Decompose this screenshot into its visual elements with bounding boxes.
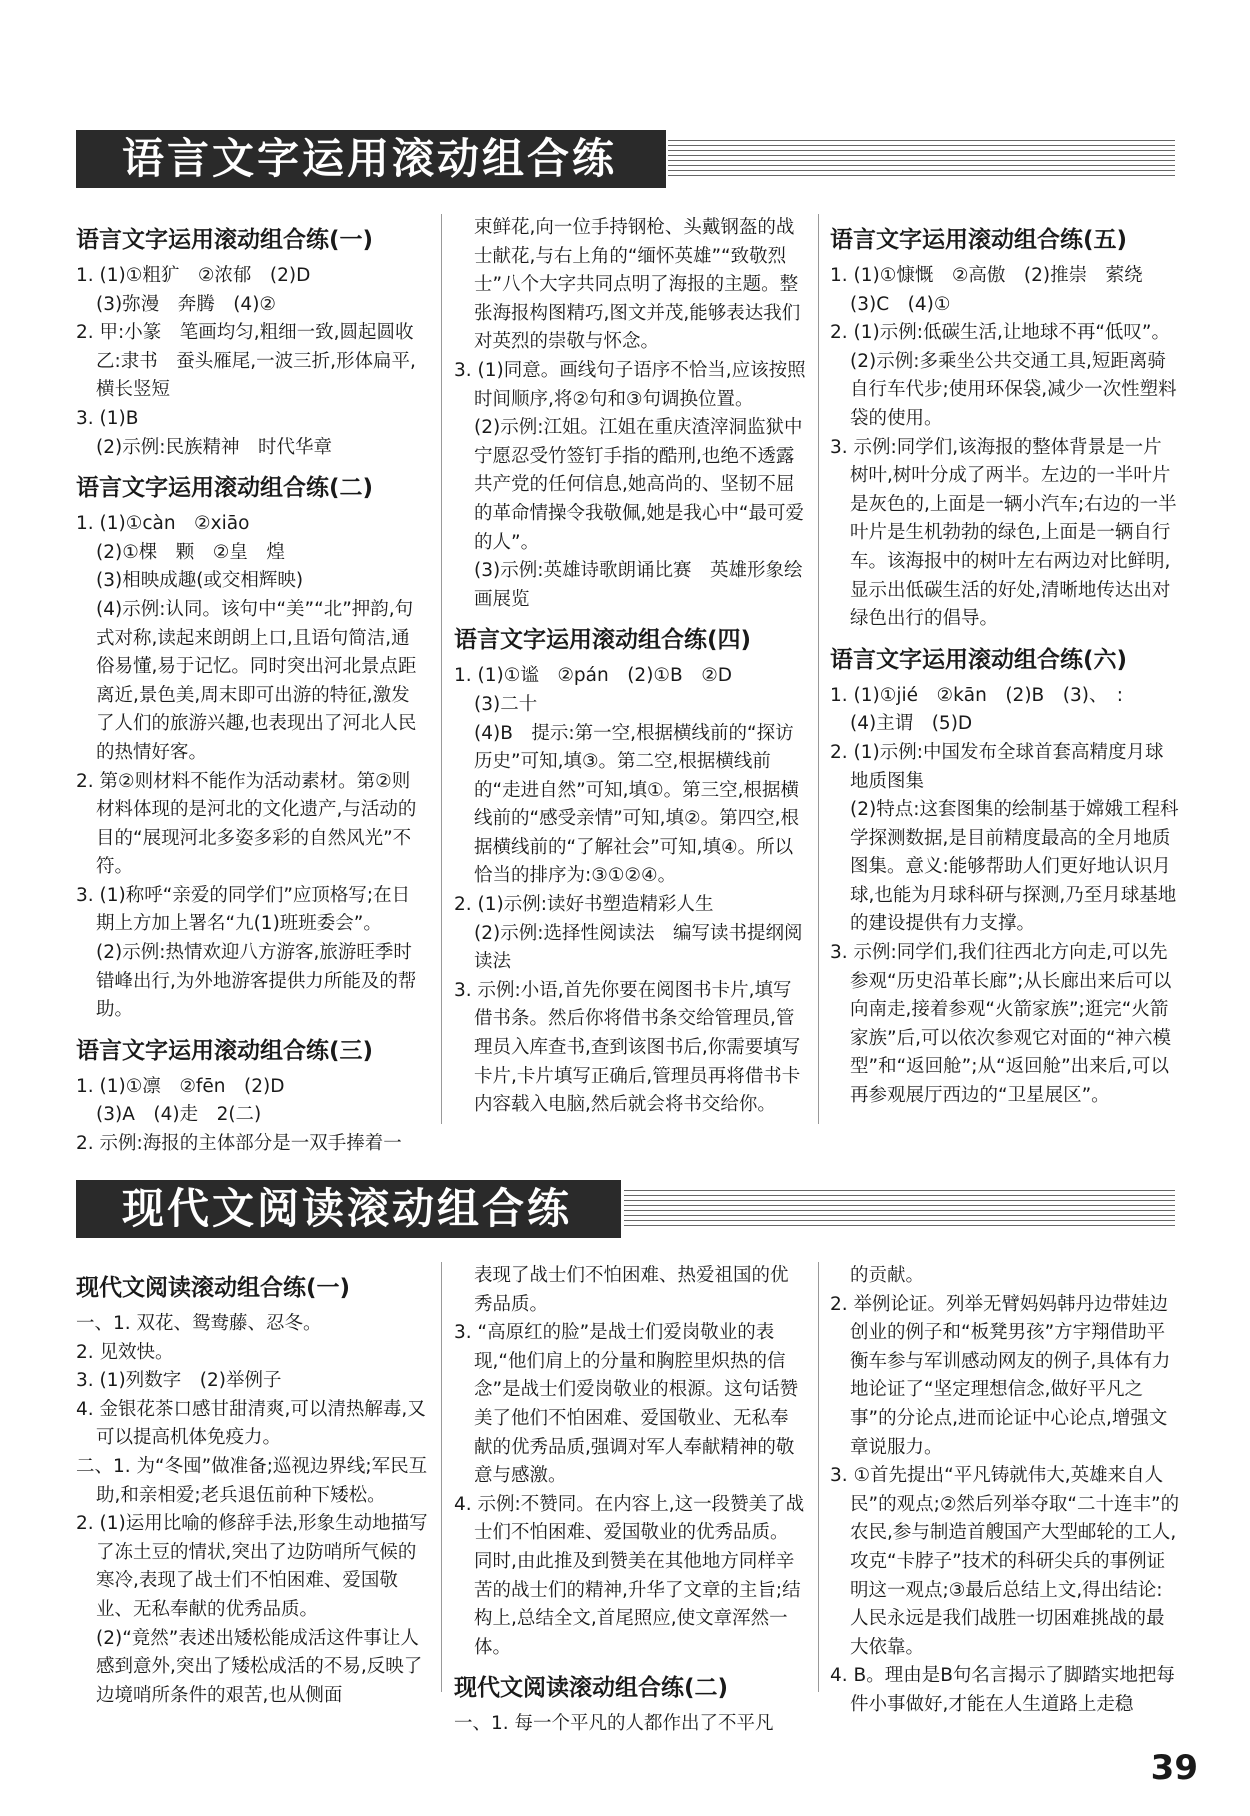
answer-item: 2. 示例:海报的主体部分是一双手捧着一: [76, 1133, 402, 1155]
answer-subitem: (2)示例:多乘坐公共交通工具,短距离骑自行车代步;使用环保袋,减少一次性塑料袋的使用。: [850, 350, 1177, 429]
section-title-language-use: 语言文字运用滚动组合练: [76, 130, 666, 188]
banner-rule: [624, 1190, 1175, 1230]
answer-subitem: (2)示例:民族精神 时代华章: [96, 436, 332, 458]
answer-item: 3. ①首先提出“平凡铸就伟大,英雄来自人民”的观点;②然后列举夺取“二十连丰”的农民,参与制造首艘国产大型邮轮的工人,攻克“卡脖子”技术的科研尖兵的事例证明这一观点;③最后总结上文,得出结论:人民永远是我们战胜一切困难挑战的最大依靠。: [830, 1465, 1180, 1658]
answer-item: 3. “高原红的脸”是战士们爱岗敬业的表现,“他们肩上的分量和胸腔里炽热的信念”是战士们爱岗敬业的根源。这句话赞美了他们不怕困难、爱国敬业、无私奉献的优秀品质,强调对军人奉献精神的敬意与感激。: [454, 1322, 799, 1487]
answer-item: 3. (1)B: [76, 407, 139, 429]
answer-item: 1. (1)①凛 ②fēn (2)D: [76, 1075, 285, 1097]
answer-subitem: 束鲜花,向一位手持钢枪、头戴钢盔的战士献花,与右上角的“缅怀英雄”“致敬烈士”八个大字共同点明了海报的主题。整张海报构图精巧,图文并茂,能够表达我们对英烈的崇敬与怀念。: [474, 217, 801, 353]
subsection-heading: 语言文字运用滚动组合练(三): [76, 1037, 374, 1064]
column-4: [76, 1262, 428, 1710]
answer-subitem: (3)A (4)走 2(二): [96, 1104, 262, 1126]
answer-item: 2. 举例论证。列举无臂妈妈韩丹边带娃边创业的例子和“板凳男孩”方宇翔借助平衡车参与军训感动网友的例子,具体有力地论证了“坚定理想信念,做好平凡之事”的分论点,进而论证中心论点,增强文章说服力。: [830, 1293, 1171, 1458]
answer-subitem: (3)C (4)①: [850, 293, 951, 315]
answer-item: 3. (1)称呼“亲爱的同学们”应顶格写;在日期上方加上署名“九(1)班班委会”。: [76, 884, 411, 935]
answer-subitem: (3)二十: [474, 693, 538, 715]
answer-item: 1. (1)①慷慨 ②高傲 (2)推崇 萦绕: [830, 265, 1143, 286]
answer-item: 1. (1)①谧 ②pán (2)①B ②D: [454, 665, 733, 687]
answer-subitem: (4)B 提示:第一空,根据横线前的“探访历史”可知,填③。第二空,根据横线前的“走进自然”可知,填①。第三空,根据横线前的“感受亲情”可知,填②。第四空,根据横线前的“了解社会”可知,填④。所以恰当的排序为:③①②④。: [474, 722, 800, 887]
answer-item: 二、1. 为“冬囤”做准备;巡视边界线;军民互助,和亲相爱;老兵退伍前种下矮松。: [76, 1455, 428, 1506]
answer-item: 4. 示例:不赞同。在内容上,这一段赞美了战士们不怕困难、爱国敬业的优秀品质。同时,由此推及到赞美在其他地方同样辛苦的战士们的精神,升华了文章的主旨;结构上,总结全文,首尾照应,使文章浑然一体。: [454, 1493, 805, 1658]
subsection-heading: 语言文字运用滚动组合练(一): [76, 227, 374, 253]
answer-item: 一、1. 每一个平凡的人都作出了不平凡: [454, 1713, 774, 1735]
answer-item: 2. (1)示例:读好书塑造精彩人生: [454, 894, 714, 916]
answer-subitem: (4)主谓 (5)D: [850, 713, 973, 735]
answer-item: 2. (1)示例:低碳生活,让地球不再“低叹”。: [830, 322, 1171, 344]
answer-item: 3. 示例:小语,首先你要在阅图书卡片,填写借书条。然后你将借书条交给管理员,管理员入库查书,查到该图书后,你需要填写卡片,卡片填写正确后,管理员再将借书卡内容载入电脑,然后就会将书交给你。: [454, 979, 801, 1116]
answer-item: 3. (1)列数字 (2)举例子: [76, 1370, 282, 1392]
answer-item: 4. 金银花茶口感甘甜清爽,可以清热解毒,又可以提高机体免疫力。: [76, 1398, 426, 1449]
answer-subitem: (2)①棵 颗 ②皇 煌: [96, 541, 285, 563]
answer-item: 一、1. 双花、鸳鸯藤、忍冬。: [76, 1313, 322, 1334]
answer-subitem: (3)示例:英雄诗歌朗诵比赛 英雄形象绘画展览: [474, 560, 803, 610]
answer-subitem: (2)示例:选择性阅读法 编写读书提纲阅读法: [474, 922, 803, 973]
answer-subitem: (3)相映成趣(或交相辉映): [96, 570, 304, 592]
answer-subitem: (2)示例:热情欢迎八方游客,旅游旺季时错峰出行,为外地游客提供力所能及的帮助。: [96, 942, 417, 1021]
answer-subitem: (2)示例:江姐。江姐在重庆渣滓洞监狱中宁愿忍受竹签钉手指的酷刑,也绝不透露共产党的任何信息,她高尚的、坚韧不屈的革命情操令我敬佩,她是我心中“最可爱的人”。: [474, 417, 804, 553]
subsection-heading: 语言文字运用滚动组合练(四): [454, 627, 752, 654]
subsection-heading: 语言文字运用滚动组合练(六): [830, 646, 1128, 673]
subsection-heading: 现代文阅读滚动组合练(二): [454, 1675, 729, 1702]
column-divider: [818, 214, 819, 1124]
column-6: [830, 1262, 1180, 1720]
page-number: 39: [1150, 1748, 1198, 1788]
answer-item: 2. (1)运用比喻的修辞手法,形象生动地描写了冻土豆的情状,突出了边防哨所气候的寒冷,表现了战士们不怕困难、爱国敬业、无私奉献的优秀品质。: [76, 1513, 428, 1620]
subsection-heading: 现代文阅读滚动组合练(一): [76, 1275, 351, 1301]
column-2: [454, 214, 806, 1120]
column-divider: [441, 214, 442, 1124]
subsection-heading: 语言文字运用滚动组合练(二): [76, 475, 374, 502]
answer-item: 4. B。理由是B句名言揭示了脚踏实地把每件小事做好,才能在人生道路上走稳: [830, 1665, 1175, 1715]
answer-item: 2. 见效快。: [76, 1341, 174, 1363]
column-1: [76, 214, 433, 1159]
answer-item: 3. (1)同意。画线句子语序不恰当,应该按照时间顺序,将②句和③句调换位置。: [454, 359, 806, 410]
answer-item: 1. (1)①jié ②kān (2)B (3)、 :: [830, 684, 1123, 706]
answer-subitem: 的贡献。: [850, 1265, 925, 1286]
answer-item: 2. 第②则材料不能作为活动素材。第②则材料体现的是河北的文化遗产,与活动的目的“展现河北多姿多彩的自然风光”不符。: [76, 770, 417, 878]
answer-item: 2. 甲:小篆 笔画均匀,粗细一致,圆起圆收 乙:隶书 蚕头雁尾,一波三折,形体扁平,横长竖短: [76, 322, 433, 401]
column-divider: [818, 1262, 819, 1692]
answer-subitem: (4)示例:认同。该句中“美”“北”押韵,句式对称,读起来朗朗上口,且语句简洁,通俗易懂,易于记忆。同时突出河北景点距离近,景色美,周末即可出游的特征,激发了人们的旅游兴趣,也表现出了河北人民的热情好客。: [96, 598, 417, 763]
answer-item: 3. 示例:同学们,我们往西北方向走,可以先参观“历史沿革长廊”;从长廊出来后可以向南走,接着参观“火箭家族”;逛完“火箭家族”后,可以依次参观它对面的“神六模型”和“返回舱”;从“返回舱”出来后,可以再参观展厅西边的“卫星展区”。: [830, 942, 1172, 1107]
column-5: [454, 1262, 806, 1739]
section-title-modern-reading: 现代文阅读滚动组合练: [76, 1180, 621, 1238]
answer-subitem: (2)“竟然”表述出矮松能成活这件事让人感到意外,突出了矮松成活的不易,反映了边境哨所条件的艰苦,也从侧面: [96, 1627, 423, 1706]
subsection-heading: 语言文字运用滚动组合练(五): [830, 227, 1128, 253]
answer-subitem: 表现了战士们不怕困难、热爱祖国的优秀品质。: [474, 1265, 789, 1315]
column-3: [830, 214, 1180, 1111]
answer-item: 1. (1)①càn ②xiāo: [76, 513, 250, 535]
answer-item: 2. (1)示例:中国发布全球首套高精度月球地质图集: [830, 741, 1164, 792]
answer-subitem: (3)弥漫 奔腾 (4)②: [96, 293, 276, 315]
banner-rule: [668, 140, 1175, 180]
answer-item: 1. (1)①粗犷 ②浓郁 (2)D: [76, 265, 311, 286]
answer-item: 3. 示例:同学们,该海报的整体背景是一片树叶,树叶分成了两半。左边的一半叶片是灰色的,上面是一辆小汽车;右边的一半叶片是生机勃勃的绿色,上面是一辆自行车。该海报中的树叶左右两边对比鲜明,显示出低碳生活的好处,清晰地传达出对绿色出行的倡导。: [830, 436, 1177, 630]
answer-subitem: (2)特点:这套图集的绘制基于嫦娥工程科学探测数据,是目前精度最高的全月地质图集。意义:能够帮助人们更好地认识月球,也能为月球科研与探测,乃至月球基地的建设提供有力支撑。: [850, 799, 1179, 935]
column-divider: [441, 1262, 442, 1692]
